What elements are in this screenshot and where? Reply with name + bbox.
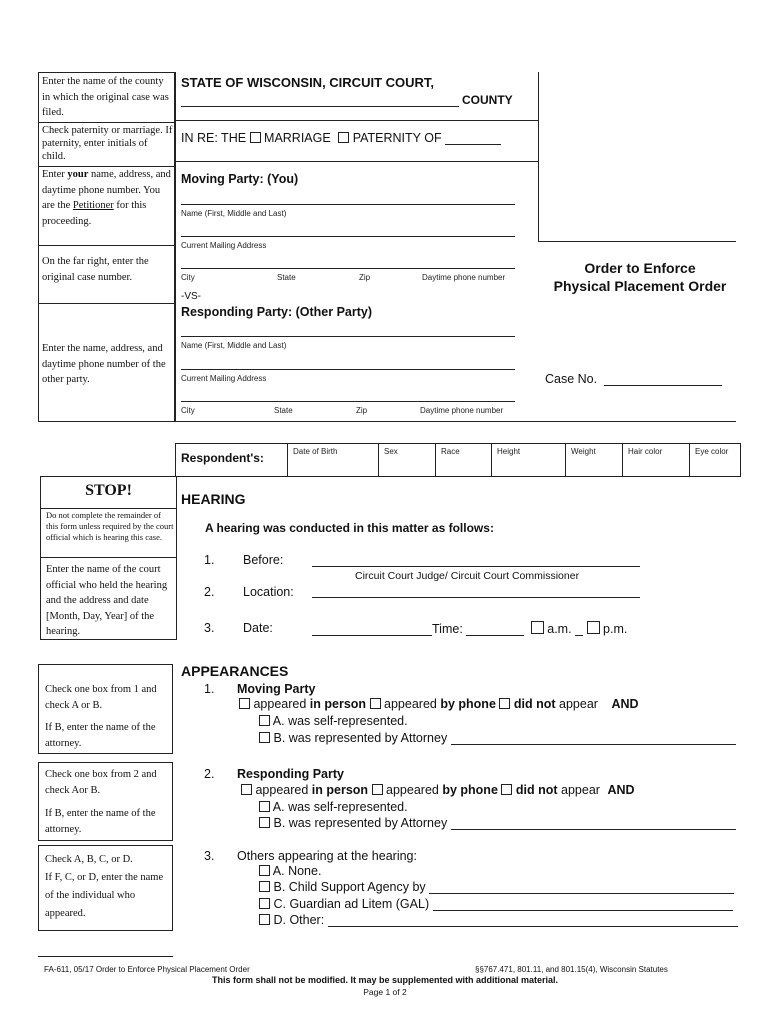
child-initials-input[interactable] <box>445 132 501 145</box>
responding-attorney-checkbox[interactable] <box>259 817 270 828</box>
before-caption: Circuit Court Judge/ Circuit Court Commissioner <box>355 570 580 582</box>
others-csa-row <box>259 880 734 894</box>
moving-name-label: Name (First, Middle and Last) <box>181 209 287 218</box>
in-re-label: IN RE: THE <box>181 131 247 145</box>
form-title <box>540 259 740 295</box>
statutes: §§767.471, 801.11, and 801.15(4), Wisconsin Statutes <box>475 965 668 974</box>
by-phone-label: by phone <box>440 697 496 711</box>
moving-address-label: Current Mailing Address <box>181 241 267 250</box>
others-other-input[interactable] <box>328 914 738 927</box>
paternity-label: PATERNITY OF <box>352 131 442 145</box>
moving-party-heading: Moving Party: (You) <box>181 172 299 186</box>
time-label: Time: <box>432 622 463 636</box>
weight-column[interactable]: Weight <box>571 447 596 456</box>
moving-self-represented-row <box>259 714 408 728</box>
eye-color-column[interactable]: Eye color <box>695 447 729 456</box>
versus-label: -VS- <box>181 291 201 302</box>
others-other-label: D. Other: <box>273 913 325 927</box>
modification-notice: This form shall not be modified. It may be supplemented with additional material. <box>211 975 559 985</box>
hair-color-column[interactable]: Hair color <box>628 447 663 456</box>
appeared-label: appeared <box>384 697 437 711</box>
responding-state-label: State <box>274 406 293 415</box>
others-none-label: A. None. <box>272 864 322 878</box>
others-appearance-title: Others appearing at the hearing: <box>237 849 417 863</box>
other-party-hint: Enter the name, address, and daytime phone number of the other party. <box>42 343 166 385</box>
did-not-label: did not <box>515 783 558 797</box>
and-label: AND <box>607 783 635 797</box>
form-title-line1: Order to Enforce <box>584 260 696 276</box>
county-label: COUNTY <box>462 93 513 107</box>
dob-column[interactable]: Date of Birth <box>293 447 338 456</box>
appeared-label: appeared <box>255 783 309 797</box>
race-column[interactable]: Race <box>441 447 460 456</box>
others-csa-input[interactable] <box>429 881 734 894</box>
location-label: Location: <box>243 585 294 599</box>
appear-label: appear <box>561 783 600 797</box>
time-input[interactable] <box>466 622 524 636</box>
responding-address-input[interactable] <box>181 369 515 370</box>
others-other-row <box>259 913 738 927</box>
hearing-heading: HEARING <box>181 491 246 507</box>
am-label: a.m. <box>547 622 572 636</box>
date-time-row <box>312 621 627 636</box>
responding-phone-label: Daytime phone number <box>420 406 504 415</box>
county-input[interactable] <box>181 92 459 107</box>
before-input[interactable] <box>312 566 640 567</box>
moving-appearance-hint-2: If B, enter the name of the attorney. <box>45 722 156 749</box>
hearing-item2-number: 2. <box>204 585 215 599</box>
moving-by-phone-checkbox[interactable] <box>370 698 381 709</box>
page-number: Page 1 of 2 <box>363 987 407 997</box>
moving-in-person-checkbox[interactable] <box>239 698 250 709</box>
moving-attorney-row <box>259 731 736 745</box>
responding-zip-label: Zip <box>356 406 368 415</box>
paternity-checkbox[interactable] <box>338 132 349 143</box>
others-gal-row <box>259 897 733 911</box>
pm-label: p.m. <box>603 622 628 636</box>
case-number-input[interactable] <box>604 373 722 386</box>
in-re-line <box>181 131 501 145</box>
case-number-row <box>545 372 722 386</box>
appeared-label: appeared <box>253 697 307 711</box>
self-represented-label: A. was self-represented. <box>272 800 408 814</box>
appear-label: appear <box>559 697 598 711</box>
marriage-label: MARRIAGE <box>264 131 331 145</box>
in-person-label: in person <box>309 697 367 711</box>
moving-attorney-input[interactable] <box>451 732 736 745</box>
moving-appearance-options <box>239 697 639 711</box>
moving-self-represented-checkbox[interactable] <box>259 715 270 726</box>
represented-by-attorney-label: B. was represented by Attorney <box>273 731 448 745</box>
others-appearance-hint-1: Check A, B, C, or D. <box>45 854 133 865</box>
did-not-label: did not <box>513 697 556 711</box>
moving-attorney-checkbox[interactable] <box>259 732 270 743</box>
hearing-intro: A hearing was conducted in this matter as follows: <box>205 521 494 535</box>
responding-attorney-input[interactable] <box>451 817 736 830</box>
responding-party-heading: Responding Party: (Other Party) <box>181 305 372 319</box>
responding-city-label: City <box>181 406 195 415</box>
responding-appearance-title: Responding Party <box>237 767 344 781</box>
your-info-hint: Enter your name, address, and daytime phone number. You are the Petitioner for this proceeding. <box>42 169 171 227</box>
marriage-checkbox[interactable] <box>250 132 261 143</box>
others-appearance-hint-2: If F, C, or D, enter the name of the individual who appeared. <box>45 872 164 919</box>
form-title-line2: Physical Placement Order <box>553 278 727 294</box>
moving-name-input[interactable] <box>181 204 515 205</box>
am-checkbox[interactable] <box>531 621 544 634</box>
moving-city-input[interactable] <box>181 268 515 269</box>
others-appearance-number: 3. <box>204 849 215 863</box>
before-label: Before: <box>243 553 284 567</box>
moving-city-label: City <box>181 273 195 282</box>
moving-appearance-hint-1: Check one box from 1 and check A or B. <box>45 684 157 711</box>
responding-self-represented-row <box>259 800 408 814</box>
responding-in-person-checkbox[interactable] <box>241 784 252 795</box>
hearing-item1-number: 1. <box>204 553 215 567</box>
form-id: FA-611, 05/17 Order to Enforce Physical Placement Order <box>44 965 250 974</box>
responding-name-input[interactable] <box>181 336 515 337</box>
case-number-label: Case No. <box>545 372 598 386</box>
self-represented-label: A. was self-represented. <box>272 714 408 728</box>
responding-appearance-hint-1: Check one box from 2 and check Aor B. <box>45 769 157 796</box>
moving-address-input[interactable] <box>181 236 515 237</box>
moving-phone-label: Daytime phone number <box>422 273 506 282</box>
by-phone-label: by phone <box>442 783 498 797</box>
responding-name-label: Name (First, Middle and Last) <box>181 341 287 350</box>
responding-by-phone-checkbox[interactable] <box>372 784 383 795</box>
others-gal-checkbox[interactable] <box>259 898 270 909</box>
others-gal-label: C. Guardian ad Litem (GAL) <box>273 897 430 911</box>
responding-city-input[interactable] <box>181 401 515 402</box>
others-none-row <box>259 864 321 878</box>
appearances-heading: APPEARANCES <box>181 663 289 679</box>
moving-did-not-appear-checkbox[interactable] <box>499 698 510 709</box>
pm-checkbox[interactable] <box>587 621 600 634</box>
stop-title: STOP! <box>85 482 132 499</box>
sex-column[interactable]: Sex <box>384 447 398 456</box>
date-label: Date: <box>243 621 273 635</box>
responding-address-label: Current Mailing Address <box>181 374 267 383</box>
others-csa-label: B. Child Support Agency by <box>273 880 426 894</box>
hearing-hint: Enter the name of the court official who held the hearing and the address and date [Month, Day, Year] of the hearing. <box>46 564 168 637</box>
respondent-label: Respondent's: <box>181 451 264 465</box>
height-column[interactable]: Height <box>497 447 521 456</box>
appeared-label: appeared <box>386 783 439 797</box>
case-number-hint: On the far right, enter the original case number. <box>42 256 149 283</box>
moving-appearance-title: Moving Party <box>237 682 316 696</box>
paternity-hint: Check paternity or marriage. If paternity, enter initials of child. <box>42 125 173 162</box>
moving-appearance-number: 1. <box>204 682 215 696</box>
others-other-checkbox[interactable] <box>259 914 270 925</box>
responding-appearance-hint-2: If B, enter the name of the attorney. <box>45 808 156 835</box>
county-hint: Enter the name of the county in which the original case was filed. <box>42 76 169 118</box>
responding-did-not-appear-checkbox[interactable] <box>501 784 512 795</box>
in-person-label: in person <box>311 783 369 797</box>
responding-self-represented-checkbox[interactable] <box>259 801 270 812</box>
responding-appearance-options <box>241 783 635 797</box>
others-gal-input[interactable] <box>433 898 733 911</box>
hearing-item3-number: 3. <box>204 621 215 635</box>
stop-text: Do not complete the remainder of this form unless required by the court official which is hearing this case. <box>46 510 174 542</box>
responding-appearance-number: 2. <box>204 767 215 781</box>
and-label: AND <box>611 697 639 711</box>
represented-by-attorney-label: B. was represented by Attorney <box>273 816 448 830</box>
others-csa-checkbox[interactable] <box>259 881 270 892</box>
location-input[interactable] <box>312 597 640 598</box>
moving-state-label: State <box>277 273 296 282</box>
responding-attorney-row <box>259 816 736 830</box>
others-none-checkbox[interactable] <box>259 865 270 876</box>
court-heading: STATE OF WISCONSIN, CIRCUIT COURT, <box>181 75 435 90</box>
moving-zip-label: Zip <box>359 273 371 282</box>
date-input[interactable] <box>312 622 432 636</box>
